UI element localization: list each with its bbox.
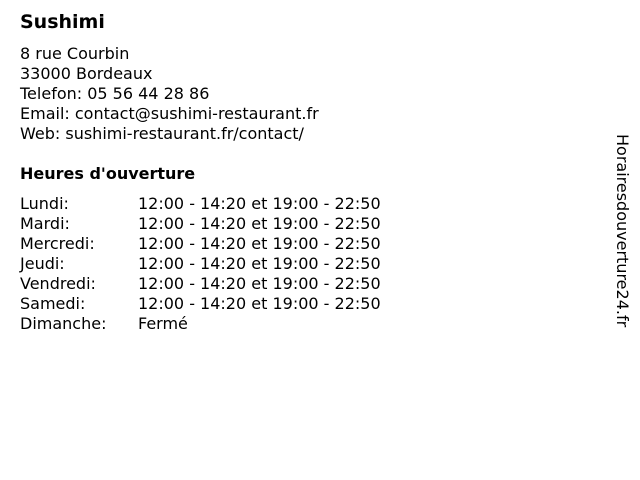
time-range: 12:00 - 14:20 et 19:00 - 22:50 [138,274,381,293]
hours-row-wednesday [20,234,381,254]
time-range: 12:00 - 14:20 et 19:00 - 22:50 [138,254,381,273]
day-label: Vendredi: [20,274,96,293]
day-label: Samedi: [20,294,86,313]
opening-hours-table [20,194,381,334]
time-range: 12:00 - 14:20 et 19:00 - 22:50 [138,194,381,213]
email-line: Email: contact@sushimi-restaurant.fr [20,104,319,123]
day-label: Jeudi: [20,254,65,273]
day-label: Mardi: [20,214,70,233]
hours-row-sunday [20,314,381,334]
time-range: Fermé [138,314,188,333]
time-range: 12:00 - 14:20 et 19:00 - 22:50 [138,234,381,253]
hours-row-monday [20,194,381,214]
phone-line: Telefon: 05 56 44 28 86 [20,84,210,103]
hours-row-saturday [20,294,381,314]
address-street: 8 rue Courbin [20,44,130,63]
time-range: 12:00 - 14:20 et 19:00 - 22:50 [138,214,381,233]
hours-row-friday [20,274,381,294]
day-label: Lundi: [20,194,69,213]
address-block [20,44,319,144]
opening-hours-heading: Heures d'ouverture [20,164,196,183]
hours-row-thursday [20,254,381,274]
day-label: Mercredi: [20,234,95,253]
web-line: Web: sushimi-restaurant.fr/contact/ [20,124,304,143]
address-city: 33000 Bordeaux [20,64,153,83]
day-label: Dimanche: [20,314,107,333]
time-range: 12:00 - 14:20 et 19:00 - 22:50 [138,294,381,313]
site-watermark: Horairesdouverture24.fr [613,134,632,328]
hours-row-tuesday [20,214,381,234]
restaurant-name: Sushimi [20,11,105,33]
